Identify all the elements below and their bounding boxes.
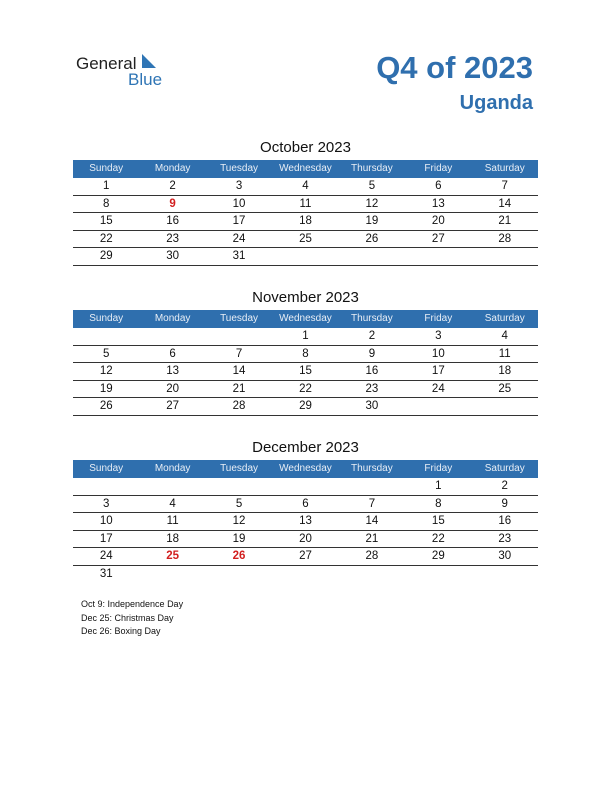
day-cell: 25 xyxy=(498,382,512,395)
logo-word-blue: Blue xyxy=(128,70,163,89)
generalblue-logo xyxy=(76,52,176,92)
day-cell: 28 xyxy=(232,400,246,412)
day-cell: 13 xyxy=(299,515,312,527)
day-cell: 9 xyxy=(501,497,508,510)
day-cell: 15 xyxy=(99,215,113,227)
day-cell: 10 xyxy=(232,197,246,210)
holiday-note: Dec 25: Christmas Day xyxy=(81,612,174,623)
day-cell: 21 xyxy=(232,382,246,395)
day-cell: 21 xyxy=(365,532,379,545)
day-cell: 23 xyxy=(365,382,379,395)
week-row xyxy=(73,381,538,399)
weekday-label: Sunday xyxy=(89,163,124,174)
month-calendar xyxy=(73,287,538,416)
weekday-label: Friday xyxy=(424,313,453,324)
day-cell: 4 xyxy=(501,330,508,342)
day-cell: 27 xyxy=(166,400,180,412)
weekday-label: Saturday xyxy=(484,313,525,324)
day-cell: 12 xyxy=(365,197,379,210)
day-cell: 9 xyxy=(368,347,376,360)
day-cell: 26 xyxy=(232,550,246,562)
day-cell: 11 xyxy=(498,347,511,360)
weekday-label: Thursday xyxy=(351,463,393,474)
day-cell: 6 xyxy=(169,347,176,360)
holiday-note: Oct 9: Independence Day xyxy=(81,599,184,609)
month-calendar xyxy=(73,137,538,266)
day-cell: 23 xyxy=(498,532,512,545)
day-cell: 27 xyxy=(431,232,445,245)
day-cell xyxy=(272,566,338,584)
day-cell: 8 xyxy=(435,497,442,510)
day-cell xyxy=(339,478,405,495)
day-cell: 20 xyxy=(299,532,312,545)
day-cell: 12 xyxy=(99,365,113,377)
day-cell: 25 xyxy=(299,232,312,245)
day-cell: 14 xyxy=(232,365,246,377)
day-cell: 7 xyxy=(501,180,508,192)
day-cell: 10 xyxy=(431,347,445,360)
day-cell: 17 xyxy=(431,365,445,377)
day-cell: 8 xyxy=(302,347,309,360)
day-cell: 6 xyxy=(435,180,442,192)
weekday-label: Thursday xyxy=(351,313,393,324)
weekday-label: Tuesday xyxy=(220,313,259,324)
week-row xyxy=(73,178,538,196)
day-cell: 16 xyxy=(498,515,512,527)
week-row xyxy=(73,231,538,249)
day-cell: 18 xyxy=(498,365,512,377)
weekday-label: Wednesday xyxy=(279,163,332,174)
week-row xyxy=(73,548,538,566)
weekday-header xyxy=(73,460,538,478)
day-cell: 28 xyxy=(498,232,512,245)
day-cell: 19 xyxy=(99,382,113,395)
day-cell: 17 xyxy=(99,532,113,545)
day-cell: 18 xyxy=(299,215,312,227)
day-cell: 31 xyxy=(99,567,113,580)
day-cell: 22 xyxy=(431,532,445,545)
weekday-label: Friday xyxy=(424,463,453,474)
day-cell: 2 xyxy=(501,480,508,492)
day-cell: 20 xyxy=(431,215,445,227)
day-cell: 8 xyxy=(103,197,110,210)
day-cell: 13 xyxy=(166,365,180,377)
weekday-label: Wednesday xyxy=(279,463,332,474)
day-cell: 1 xyxy=(103,180,110,192)
weekday-label: Monday xyxy=(154,163,191,174)
day-cell: 30 xyxy=(498,550,512,562)
day-cell: 29 xyxy=(431,550,445,562)
month-title: December 2023 xyxy=(252,439,359,456)
week-row xyxy=(73,213,538,231)
day-cell: 25 xyxy=(166,550,180,562)
day-cell xyxy=(73,328,139,345)
page-title: Q4 of 2023 xyxy=(376,50,533,85)
day-cell: 3 xyxy=(235,180,243,192)
day-cell: 30 xyxy=(166,250,180,262)
day-cell xyxy=(139,478,205,495)
weekday-label: Monday xyxy=(154,463,191,474)
day-cell xyxy=(405,248,471,265)
day-cell: 11 xyxy=(299,197,312,210)
day-cell xyxy=(272,478,338,495)
day-cell: 13 xyxy=(431,197,445,210)
weekday-label: Tuesday xyxy=(220,163,259,174)
week-row xyxy=(73,328,538,346)
logo-triangle-icon xyxy=(142,54,156,68)
day-cell: 18 xyxy=(166,532,180,545)
day-cell xyxy=(206,328,272,345)
weekday-label: Monday xyxy=(154,313,191,324)
weekday-label: Friday xyxy=(424,163,453,174)
day-cell: 1 xyxy=(302,330,309,342)
day-cell: 15 xyxy=(431,515,445,527)
day-cell: 15 xyxy=(299,365,312,377)
day-cell: 7 xyxy=(235,347,243,360)
day-cell: 9 xyxy=(169,197,176,210)
day-cell xyxy=(339,566,405,584)
day-cell xyxy=(472,566,538,584)
day-cell: 21 xyxy=(498,215,512,227)
day-cell: 1 xyxy=(435,480,442,492)
week-row xyxy=(73,566,538,584)
day-cell: 20 xyxy=(166,382,180,395)
day-cell: 5 xyxy=(235,497,243,510)
week-row xyxy=(73,248,538,266)
day-cell: 19 xyxy=(232,532,246,545)
day-cell: 4 xyxy=(302,180,309,192)
day-cell: 16 xyxy=(166,215,180,227)
weekday-label: Sunday xyxy=(89,463,124,474)
country-name: Uganda xyxy=(459,92,533,114)
weekday-label: Thursday xyxy=(351,163,393,174)
day-cell: 5 xyxy=(103,347,110,360)
day-cell xyxy=(139,328,205,345)
month-title: October 2023 xyxy=(260,139,351,156)
week-row xyxy=(73,531,538,549)
week-row xyxy=(73,363,538,381)
day-cell: 26 xyxy=(99,400,113,412)
day-cell: 19 xyxy=(365,215,379,227)
day-cell: 30 xyxy=(365,400,379,412)
day-cell xyxy=(206,566,272,584)
day-cell: 22 xyxy=(99,232,113,245)
day-cell: 2 xyxy=(368,330,376,342)
day-cell: 29 xyxy=(99,250,113,262)
day-cell xyxy=(405,566,471,584)
logo-word-general: General xyxy=(76,54,137,73)
week-row xyxy=(73,196,538,214)
month-title: November 2023 xyxy=(252,289,359,306)
day-cell xyxy=(73,478,139,495)
day-cell: 17 xyxy=(232,215,246,227)
weekday-label: Tuesday xyxy=(220,463,259,474)
day-cell: 3 xyxy=(435,330,442,342)
day-cell: 3 xyxy=(103,497,110,510)
day-cell: 2 xyxy=(169,180,176,192)
day-cell xyxy=(472,248,538,265)
day-cell xyxy=(472,398,538,415)
week-row xyxy=(73,398,538,416)
day-cell: 14 xyxy=(365,515,379,527)
weekday-label: Sunday xyxy=(89,313,124,324)
day-cell: 27 xyxy=(299,550,312,562)
month-calendar xyxy=(73,437,538,583)
weekday-label: Saturday xyxy=(484,163,525,174)
weekday-header xyxy=(73,310,538,328)
weekday-label: Saturday xyxy=(484,463,525,474)
week-row xyxy=(73,346,538,364)
day-cell: 28 xyxy=(365,550,379,562)
day-cell: 16 xyxy=(365,365,379,377)
week-row xyxy=(73,513,538,531)
day-cell: 26 xyxy=(365,232,379,245)
day-cell xyxy=(206,478,272,495)
day-cell xyxy=(405,398,471,415)
day-cell: 24 xyxy=(99,550,113,562)
weekday-header xyxy=(73,160,538,178)
day-cell: 10 xyxy=(99,515,113,527)
holiday-notes xyxy=(81,598,183,639)
weekday-label: Wednesday xyxy=(279,313,332,324)
day-cell: 29 xyxy=(299,400,312,412)
week-row xyxy=(73,496,538,514)
day-cell: 22 xyxy=(299,382,312,395)
day-cell: 7 xyxy=(368,497,376,510)
day-cell: 6 xyxy=(302,497,309,510)
day-cell: 24 xyxy=(232,232,246,245)
day-cell: 5 xyxy=(368,180,376,192)
holiday-note: Dec 26: Boxing Day xyxy=(81,626,161,636)
week-row xyxy=(73,478,538,496)
day-cell: 4 xyxy=(169,497,176,510)
day-cell: 31 xyxy=(232,250,246,262)
day-cell: 23 xyxy=(166,232,180,245)
day-cell: 24 xyxy=(431,382,445,395)
day-cell: 11 xyxy=(166,515,179,527)
day-cell xyxy=(339,248,405,265)
day-cell: 14 xyxy=(498,197,512,210)
day-cell: 12 xyxy=(232,515,246,527)
day-cell xyxy=(139,566,205,584)
day-cell xyxy=(272,248,338,265)
